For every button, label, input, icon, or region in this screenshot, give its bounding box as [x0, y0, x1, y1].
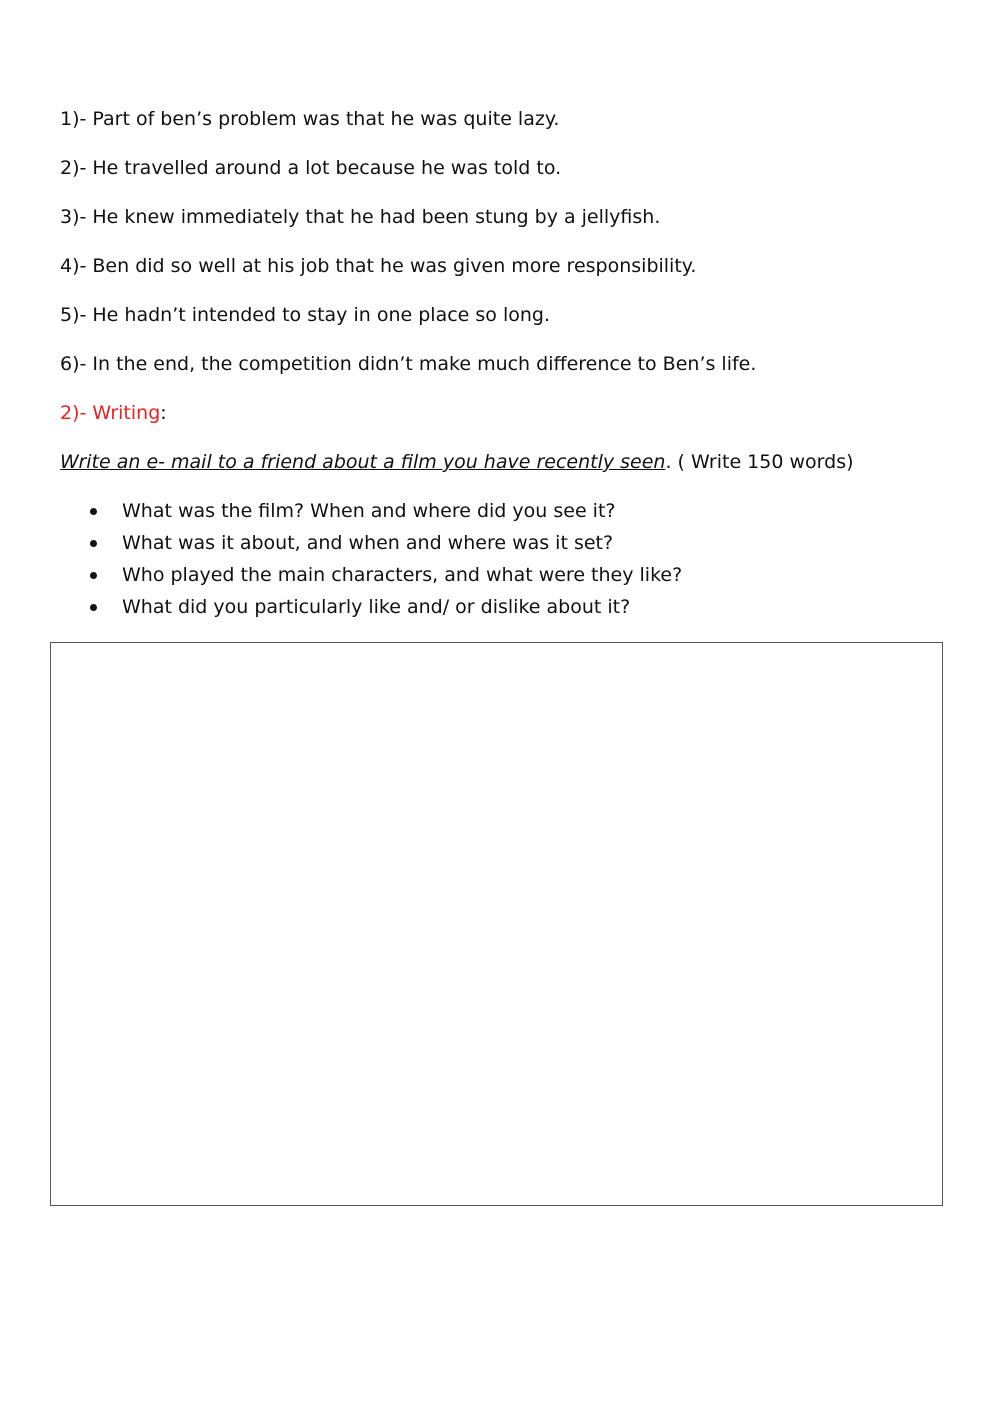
guiding-question-text: What did you particularly like and/ or dislike about it?	[122, 596, 631, 618]
guiding-questions-list	[88, 499, 682, 627]
guiding-question	[88, 531, 682, 563]
writing-heading-label: 2)- Writing	[60, 402, 161, 424]
statement-6: 6)- In the end, the competition didn’t make much difference to Ben’s life.	[60, 353, 757, 375]
bullet-icon	[90, 604, 97, 611]
guiding-question	[88, 499, 682, 531]
guiding-question-text: What was it about, and when and where was it set?	[122, 532, 614, 554]
guiding-question-text: What was the film? When and where did you see it?	[122, 500, 616, 522]
bullet-icon	[90, 508, 97, 515]
writing-task-word-count: . ( Write 150 words)	[665, 451, 854, 473]
bullet-icon	[90, 540, 97, 547]
writing-heading	[60, 401, 167, 425]
writing-heading-colon: :	[160, 402, 167, 424]
statement-1: 1)- Part of ben’s problem was that he was quite lazy.	[60, 108, 560, 130]
guiding-question	[88, 563, 682, 595]
writing-task-instruction: Write an e- mail to a friend about a film you have recently seen	[60, 451, 666, 473]
statement-2: 2)- He travelled around a lot because he was told to.	[60, 157, 562, 179]
answer-box[interactable]	[50, 642, 943, 1206]
statement-5: 5)- He hadn’t intended to stay in one place so long.	[60, 304, 550, 326]
guiding-question-text: Who played the main characters, and what were they like?	[122, 564, 683, 586]
writing-task	[60, 450, 854, 474]
bullet-icon	[90, 572, 97, 579]
guiding-question	[88, 595, 682, 627]
statement-3: 3)- He knew immediately that he had been stung by a jellyfish.	[60, 206, 661, 228]
statement-4: 4)- Ben did so well at his job that he was given more responsibility.	[60, 255, 697, 277]
